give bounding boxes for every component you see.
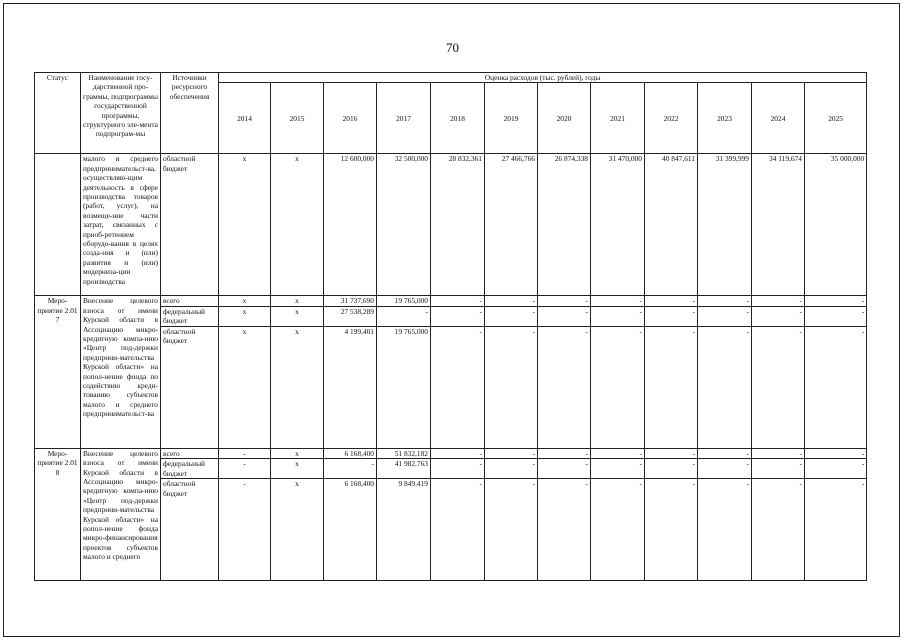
source-cell: всего <box>161 448 219 458</box>
status-cell: Меро-приятие 2.01 8 <box>35 448 81 580</box>
value-cell: - <box>538 448 591 458</box>
value-cell: - <box>805 306 867 326</box>
value-cell: - <box>591 326 645 448</box>
value-cell: x <box>271 154 324 296</box>
value-cell: - <box>377 306 431 326</box>
header-year: 2015 <box>271 83 324 154</box>
value-cell: - <box>645 459 698 479</box>
value-cell: - <box>485 459 538 479</box>
value-cell: x <box>271 326 324 448</box>
header-year: 2020 <box>538 83 591 154</box>
value-cell: 31 737,690 <box>324 296 377 306</box>
value-cell: - <box>485 306 538 326</box>
value-cell: x <box>219 306 271 326</box>
value-cell: - <box>698 459 752 479</box>
value-cell: - <box>431 459 485 479</box>
value-cell: - <box>538 326 591 448</box>
value-cell: - <box>591 448 645 458</box>
value-cell: - <box>645 326 698 448</box>
value-cell: - <box>219 479 271 581</box>
value-cell: 6 168,400 <box>324 479 377 581</box>
header-year: 2024 <box>752 83 805 154</box>
header-year: 2019 <box>485 83 538 154</box>
value-cell: 9 849,419 <box>377 479 431 581</box>
value-cell: 40 847,611 <box>645 154 698 296</box>
value-cell: - <box>485 296 538 306</box>
name-cell: Внесение целевого взноса от имени Курской области в Ассоциацию микро-кредитную компа-нию «Центр под-держки предприни-мательства Курской области» на попол-нение фонда микро-финансирования проектов субъектов малого и среднего <box>81 448 161 580</box>
value-cell: - <box>219 448 271 458</box>
value-cell: 4 199,401 <box>324 326 377 448</box>
value-cell: - <box>805 296 867 306</box>
status-cell: Меро-приятие 2.01 7 <box>35 296 81 448</box>
value-cell: - <box>485 479 538 581</box>
value-cell: 27 538,289 <box>324 306 377 326</box>
header-year: 2025 <box>805 83 867 154</box>
value-cell: x <box>271 479 324 581</box>
value-cell: 32 500,000 <box>377 154 431 296</box>
value-cell: - <box>431 479 485 581</box>
header-sources: Источники ресурсного обеспечения <box>161 73 219 154</box>
source-cell: всего <box>161 296 219 306</box>
value-cell: 31 470,000 <box>591 154 645 296</box>
value-cell: x <box>219 154 271 296</box>
value-cell: 51 832,182 <box>377 448 431 458</box>
source-cell: областной бюджет <box>161 154 219 296</box>
name-cell: малого и среднего предпринимательст-ва, осуществляю-щим деятельность в сфере производства товаров (работ, услуг), на возмеще-ние части затрат, связанных с приоб-ретением оборудо-вания в целях созда-ния и (или) развития и (или) модерниза-ции производства <box>81 154 161 296</box>
value-cell: - <box>805 479 867 581</box>
value-cell: - <box>752 479 805 581</box>
value-cell: - <box>752 296 805 306</box>
name-cell: Внесение целевого взноса от имени Курской области в Ассоциацию микро-кредитную компа-нию «Центр под-держки предприни-мательства Курской области» на попол-нение фонда по содействию креди-тованию субъектов малого и среднего предпринимательст-ва <box>81 296 161 448</box>
value-cell: - <box>752 459 805 479</box>
value-cell: x <box>219 326 271 448</box>
value-cell: - <box>591 459 645 479</box>
source-cell: федеральный бюджет <box>161 459 219 479</box>
header-status: Статус <box>35 73 81 154</box>
header-year: 2017 <box>377 83 431 154</box>
value-cell: - <box>645 296 698 306</box>
header-name: Наименование госу-дарственной про-граммы, подпрограммы государственной программы, структурного эле-мента подпрограм-мы <box>81 73 161 154</box>
value-cell: 27 466,766 <box>485 154 538 296</box>
value-cell: - <box>538 479 591 581</box>
value-cell: - <box>591 306 645 326</box>
value-cell: - <box>805 459 867 479</box>
value-cell: - <box>698 306 752 326</box>
value-cell: - <box>805 326 867 448</box>
header-estimate: Оценка расходов (тыс. рублей), годы <box>219 73 867 83</box>
value-cell: - <box>698 326 752 448</box>
budget-table <box>34 72 867 581</box>
value-cell: 26 874,338 <box>538 154 591 296</box>
value-cell: 6 168,400 <box>324 448 377 458</box>
value-cell: - <box>591 479 645 581</box>
value-cell: x <box>271 296 324 306</box>
header-year: 2021 <box>591 83 645 154</box>
value-cell: - <box>324 459 377 479</box>
value-cell: - <box>431 326 485 448</box>
status-cell <box>35 154 81 296</box>
value-cell: x <box>271 448 324 458</box>
value-cell: - <box>645 306 698 326</box>
header-year: 2014 <box>219 83 271 154</box>
source-cell: федеральный бюджет <box>161 306 219 326</box>
header-year: 2023 <box>698 83 752 154</box>
value-cell: - <box>698 479 752 581</box>
value-cell: - <box>431 306 485 326</box>
value-cell: - <box>431 448 485 458</box>
value-cell: 28 832,361 <box>431 154 485 296</box>
value-cell: - <box>431 296 485 306</box>
header-year: 2018 <box>431 83 485 154</box>
value-cell: - <box>805 448 867 458</box>
value-cell: - <box>752 448 805 458</box>
header-year: 2016 <box>324 83 377 154</box>
value-cell: - <box>538 459 591 479</box>
value-cell: x <box>271 459 324 479</box>
value-cell: 12 600,000 <box>324 154 377 296</box>
value-cell: 19 765,000 <box>377 326 431 448</box>
value-cell: - <box>698 448 752 458</box>
value-cell: - <box>538 296 591 306</box>
source-cell: областной бюджет <box>161 326 219 448</box>
value-cell: - <box>698 296 752 306</box>
value-cell: x <box>271 306 324 326</box>
value-cell: 35 000,000 <box>805 154 867 296</box>
value-cell: - <box>752 326 805 448</box>
value-cell: - <box>538 306 591 326</box>
value-cell: - <box>591 296 645 306</box>
value-cell: 34 119,674 <box>752 154 805 296</box>
value-cell: - <box>752 306 805 326</box>
source-cell: областной бюджет <box>161 479 219 581</box>
page-number: 70 <box>446 40 459 55</box>
value-cell: - <box>485 448 538 458</box>
value-cell: - <box>645 479 698 581</box>
value-cell: - <box>219 459 271 479</box>
header-year: 2022 <box>645 83 698 154</box>
value-cell: 19 765,000 <box>377 296 431 306</box>
value-cell: - <box>645 448 698 458</box>
value-cell: 31 399,999 <box>698 154 752 296</box>
value-cell: x <box>219 296 271 306</box>
value-cell: 41 982,763 <box>377 459 431 479</box>
value-cell: - <box>485 326 538 448</box>
